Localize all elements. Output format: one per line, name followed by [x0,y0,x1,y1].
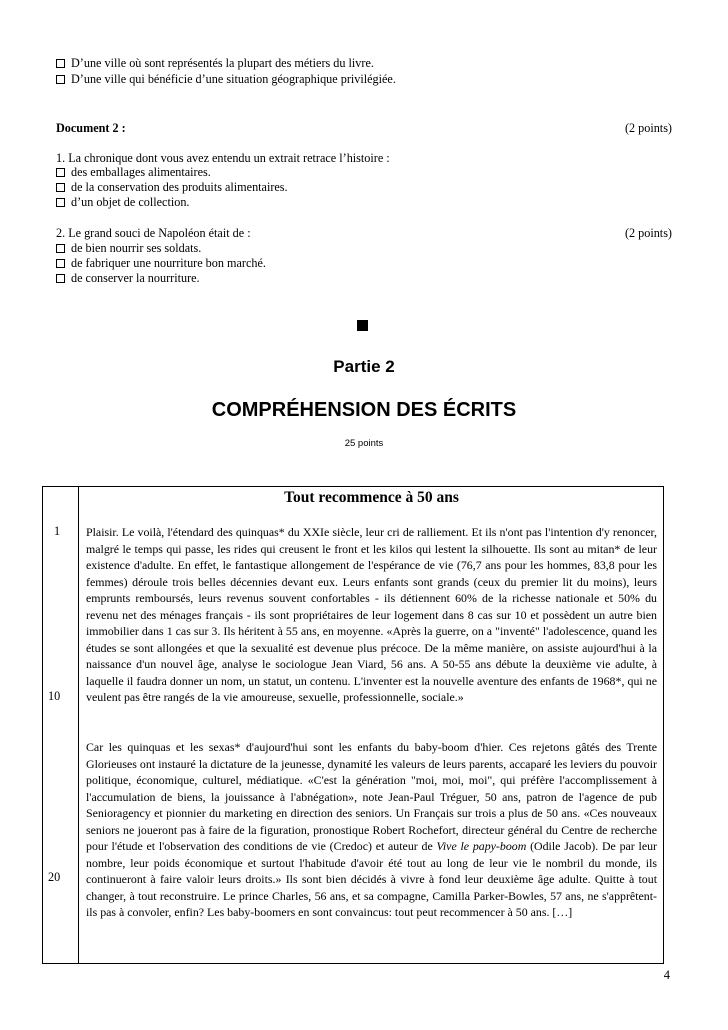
checkbox[interactable] [56,168,65,177]
checkbox[interactable] [56,183,65,192]
article-paragraph-2 [86,739,657,921]
option-text: de conserver la nourriture. [71,271,200,285]
option-text: de la conservation des produits alimentaires. [71,180,288,194]
q1-option-3 [56,194,189,210]
article-title: Tout recommence à 50 ans [284,489,459,506]
section-points: 25 points [344,438,384,449]
checkbox[interactable] [56,75,65,84]
line-number-10: 10 [48,689,61,703]
checkbox[interactable] [56,244,65,253]
document2-heading: Document 2 : [56,121,126,135]
square-bullet-icon [357,320,368,331]
option-text: D’une ville qui bénéficie d’une situation géographique privilégiée. [71,72,396,86]
option-text: de bien nourrir ses soldats. [71,241,202,255]
q1-points: (2 points) [624,121,672,135]
checkbox[interactable] [56,274,65,283]
article-paragraph-1: Plaisir. Le voilà, l'étendard des quinquas* du XXIe siècle, leur cri de ralliement. Et ils n'ont pas l'intention d'y renoncer, malgré le temps qui passe, les rides qui creusent le front et les kilos qui lestent la silhouette. Ils sont au mitan* de leur existence d'adulte. En effet, le fantastique allongement de l'espérance de vie (76,7 ans pour les hommes, 83,8 pour les femmes) déroule trois belles décennies devant eux. Leurs enfants sont grands (ceux du premier lit du moins), leurs emprunts remboursés, leurs revenus souvent confortables - ils détiennent 60% de la richesse nationale et 50% du revenu net des ménages français - ils sont propriétaires de leur logement dans 8 cas sur 10 et possèdent un autre bien immobilier dans 1 cas sur 3. Ils héritent à 55 ans, en moyenne. «Après la guerre, on a "inventé" l'adolescence, quand les études se sont allongées et que la sexualité est devenue plus précoce. De la même manière, on assiste aujourd'hui à la naissance d'un nouvel âge, analyse le sociologue Jean Viard, 56 ans. A 50-55 ans débute la deuxième vie adulte, à laquelle il faudra donner un nom, un statut, un contenu. L'inventer est la nouvelle aventure des enfants de 1968*, qui ne veulent pas être rangés de la vie amoureuse, sexuelle, professionnelle, sociale.» [86,525,657,704]
checkbox[interactable] [56,259,65,268]
intro-option-2 [56,71,396,87]
q2-points: (2 points) [624,226,672,240]
checkbox[interactable] [56,198,65,207]
section-title: COMPRÉHENSION DES ÉCRITS [211,399,517,421]
option-text: D’une ville où sont représentés la plupart des métiers du livre. [71,56,374,70]
part-label: Partie 2 [333,357,395,376]
intro-option-1 [56,55,374,71]
q1-question: 1. La chronique dont vous avez entendu un extrait retrace l’histoire : [56,151,390,165]
line-number-divider [78,486,79,964]
q2-option-2 [56,255,266,271]
option-text: de fabriquer une nourriture bon marché. [71,256,266,270]
page-number: 4 [663,968,670,982]
option-text: d’un objet de collection. [71,195,190,209]
q2-option-3 [56,270,200,286]
option-text: des emballages alimentaires. [71,165,211,179]
q1-option-1 [56,164,211,180]
line-number-1: 1 [54,524,61,538]
paragraph-2-text: Car les quinquas et les sexas* d'aujourd'hui sont les enfants du baby-boom d'hier. Ces rejetons gâtés des Trente Glorieuses ont instauré la dictature de la jeunesse, dynamité les valeurs de leurs parents, accaparé les leviers du pouvoir politique, économique, culturel, médiatique. «C'est la génération "moi, moi, moi", qui préfère l'accomplissement à l'accumulation de biens, la jouissance à l'abnégation», note Jean-Paul Tréguer, 50 ans, patron de l'agence de pub Senioragency et pionnier du marketing en direction des seniors. Un Français sur trois a plus de 50 ans. «Ces nouveaux seniors ne joueront pas à faire de la figuration, pronostique Robert Rochefort, directeur général du Centre de recherche pour l'étude et l'observation des conditions de vie (Credoc) et auteur de [86,740,657,853]
paragraph-2-text-end: (Odile Jacob). De par leur nombre, leur poids économique et surtout l'habitude d'avoir été tout au long de leur vie le nombril du monde, ils continueront à faire valoir leurs droits.» Ils sont bien décidés à vivre à fond leur deuxième âge adulte. Quitte à tout changer, à tout reconstruire. Le prince Charles, 56 ans, et sa compagne, Camilla Parker-Bowles, 57 ans, ne s'apprêtent-ils pas à convoler, enfin? Les baby-boomers en sont convaincus: tout peut recommencer à 50 ans. […] [86,839,658,919]
q2-option-1 [56,240,201,256]
line-number-20: 20 [48,870,61,884]
book-title: Vive le papy-boom [436,839,527,853]
q2-question: 2. Le grand souci de Napoléon était de : [56,226,251,240]
checkbox[interactable] [56,59,65,68]
q1-option-2 [56,179,288,195]
